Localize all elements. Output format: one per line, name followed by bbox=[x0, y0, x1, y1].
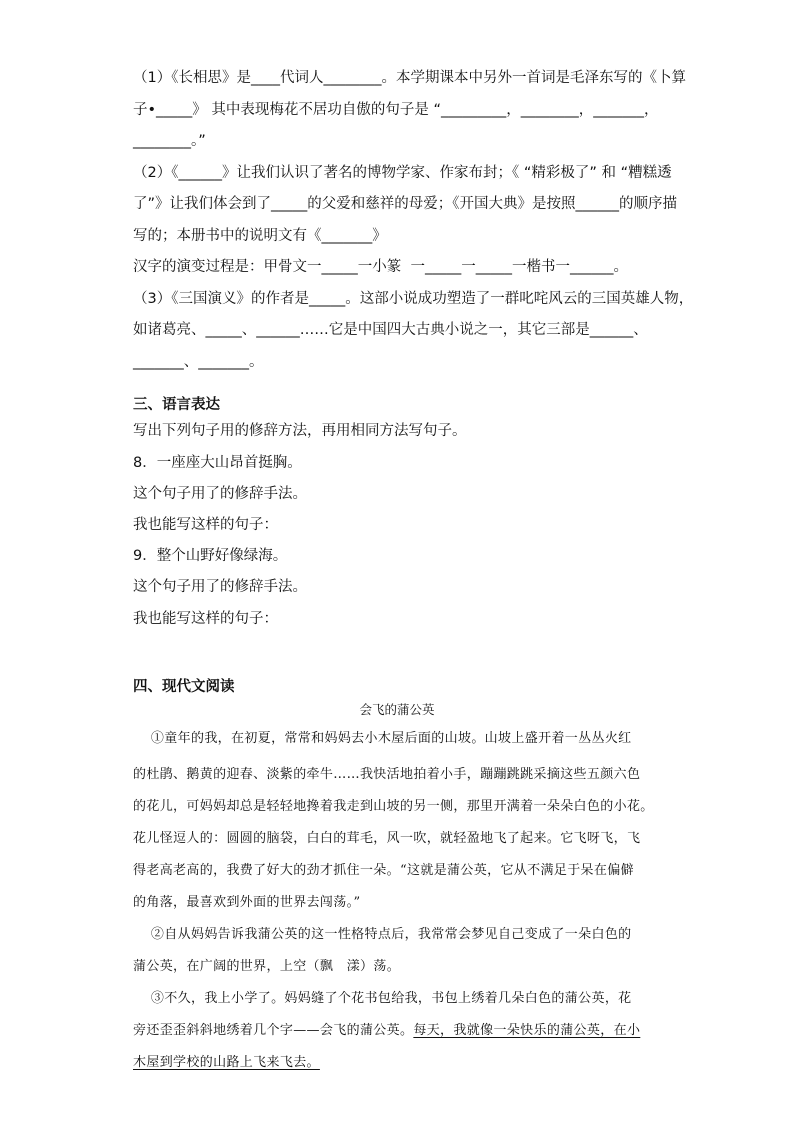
paragraph-2-line: ②自从妈妈告诉我蒲公英的这一性格特点后，我常常会梦见自己变成了一朵白色的 bbox=[133, 927, 632, 942]
fill-line-9: 如诸葛亮、_____、______……它是中国四大古典小说之一，其它三部是______、 bbox=[133, 322, 648, 338]
fill-line-2: 子•_____》 其中表现梅花不居功自傲的句子是 “_________，________，_______， bbox=[133, 102, 659, 118]
question-9: 9．整个山野好像绿海。 bbox=[133, 548, 288, 564]
passage-title: 会飞的蒲公英 bbox=[359, 702, 435, 717]
paragraph-3-line bbox=[133, 1053, 320, 1073]
fill-line-1: （1）《长相思》是____代词人________。本学期课本中另外一首词是毛泽东写的《卜算 bbox=[133, 70, 686, 86]
paragraph-1-line: 的花儿，可妈妈却总是轻轻地搀着我走到山坡的另一侧，那里开满着一朵朵白色的小花。 bbox=[133, 799, 654, 814]
fill-line-7: 汉字的演变过程是：甲骨文一_____一小篆 一_____一_____一楷书一______。 bbox=[133, 259, 628, 275]
paragraph-3-text: 旁还歪歪斜斜地绣着几个字——会飞的蒲公英。 bbox=[133, 1023, 414, 1038]
section-4-heading: 四、现代文阅读 bbox=[133, 679, 235, 695]
question-9-write: 我也能写这样的句子： bbox=[133, 611, 278, 627]
question-8: 8．一座座大山昂首挺胸。 bbox=[133, 455, 302, 471]
underlined-sentence: 每天，我就像一朵快乐的蒲公英，在小 bbox=[413, 1023, 641, 1038]
fill-line-6: 写的；本册书中的说明文有《_______》 bbox=[133, 228, 387, 244]
paragraph-1-line: 的杜鹃、鹅黄的迎春、淡紫的牵牛……我快活地拍着小手，蹦蹦跳跳采摘这些五颜六色 bbox=[133, 767, 641, 782]
paragraph-1-line: 得老高老高的，我费了好大的劲才抓住一朵。“这就是蒲公英，它从不满足于呆在偏僻 bbox=[133, 863, 634, 878]
fill-line-3: ________。” bbox=[133, 133, 206, 149]
fill-line-8: （3）《三国演义》的作者是_____。这部小说成功塑造了一群叱咤风云的三国英雄人物， bbox=[133, 291, 694, 307]
underlined-sentence: 木屋到学校的山路上飞来飞去。 bbox=[133, 1055, 320, 1070]
paragraph-3-line bbox=[133, 1021, 640, 1041]
question-8-write: 我也能写这样的句子： bbox=[133, 517, 278, 533]
section-3-heading: 三、语言表达 bbox=[133, 397, 220, 413]
paragraph-1-line: 花儿怪逗人的：圆圆的脑袋，白白的茸毛，风一吹，就轻盈地飞了起来。它飞呀飞，飞 bbox=[133, 831, 641, 846]
question-8-rhetoric: 这个句子用了的修辞手法。 bbox=[133, 486, 307, 502]
paragraph-2-line: 蒲公英，在广阔的世界，上空（飘 漾）荡。 bbox=[133, 959, 401, 974]
paragraph-3-line: ③不久，我上小学了。妈妈缝了个花书包给我，书包上绣着几朵白色的蒲公英，花 bbox=[133, 991, 632, 1006]
question-9-rhetoric: 这个句子用了的修辞手法。 bbox=[133, 579, 307, 595]
paragraph-1-line: ①童年的我，在初夏，常常和妈妈去小木屋后面的山坡。山坡上盛开着一丛丛火红 bbox=[133, 731, 632, 746]
fill-line-10: _______、_______。 bbox=[133, 354, 264, 370]
fill-line-4: （2）《______》让我们认识了著名的博物学家、作家布封；《 “精彩极了” 和 “糟糕透 bbox=[133, 165, 672, 181]
section-3-instruction: 写出下列句子用的修辞方法，再用相同方法写句子。 bbox=[133, 423, 467, 439]
paragraph-1-line: 的角落，最喜欢到外面的世界去闯荡。” bbox=[133, 895, 361, 910]
fill-line-5: 了”》让我们体会到了_____的父爱和慈祥的母爱；《开国大典》是按照______的顺序描 bbox=[133, 196, 678, 212]
